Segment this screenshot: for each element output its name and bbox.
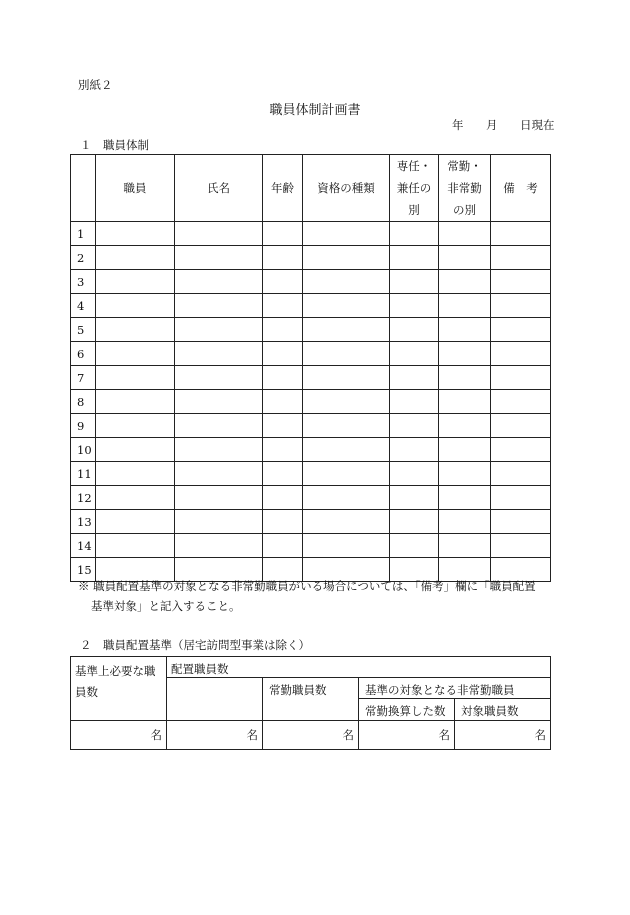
remarks-cell[interactable]: [491, 222, 551, 246]
staff-cell[interactable]: [96, 534, 175, 558]
attachment-label: 別紙２: [78, 78, 113, 92]
staff-row: [71, 510, 551, 534]
remarks-cell[interactable]: [491, 318, 551, 342]
staff-cell[interactable]: [96, 294, 175, 318]
dedicated-cell[interactable]: [390, 294, 439, 318]
qualification-cell[interactable]: [303, 486, 390, 510]
row-number: 11: [71, 462, 96, 486]
staff-row: [71, 270, 551, 294]
age-cell[interactable]: [263, 366, 303, 390]
dedicated-cell[interactable]: [390, 270, 439, 294]
header-dedicated-line2: 兼任の: [396, 181, 432, 195]
name-cell[interactable]: [175, 510, 263, 534]
remarks-cell[interactable]: [491, 438, 551, 462]
remarks-cell[interactable]: [491, 294, 551, 318]
staff-row: [71, 558, 551, 582]
qualification-cell[interactable]: [303, 270, 390, 294]
staff-cell[interactable]: [96, 414, 175, 438]
remarks-cell[interactable]: [491, 510, 551, 534]
row-number: 1: [71, 222, 96, 246]
required-staff-label-1: 基準上必要な職: [75, 664, 156, 678]
header-fulltime-line1: 常勤・: [447, 159, 482, 173]
dedicated-cell[interactable]: [390, 486, 439, 510]
name-cell[interactable]: [175, 294, 263, 318]
date-year: 年: [452, 118, 464, 132]
remarks-cell[interactable]: [491, 414, 551, 438]
fulltime-cell[interactable]: [439, 534, 491, 558]
fulltime-cell[interactable]: [439, 486, 491, 510]
header-age: 年齢: [263, 155, 303, 222]
staff-header-row: [71, 155, 551, 222]
name-cell[interactable]: [175, 342, 263, 366]
remarks-cell[interactable]: [491, 534, 551, 558]
dedicated-cell[interactable]: [390, 222, 439, 246]
dedicated-cell[interactable]: [390, 342, 439, 366]
staff-cell[interactable]: [96, 390, 175, 414]
fulltime-cell[interactable]: [439, 270, 491, 294]
remarks-cell[interactable]: [491, 390, 551, 414]
age-cell[interactable]: [263, 246, 303, 270]
assigned-blank-cell: [167, 678, 263, 721]
name-cell[interactable]: [175, 270, 263, 294]
fulltime-cell[interactable]: [439, 222, 491, 246]
fulltime-count-input[interactable]: 名: [263, 721, 359, 750]
row-number: 10: [71, 438, 96, 462]
row-number: 12: [71, 486, 96, 510]
row-number: 8: [71, 390, 96, 414]
staff-cell[interactable]: [96, 366, 175, 390]
staff-cell[interactable]: [96, 270, 175, 294]
age-cell[interactable]: [263, 438, 303, 462]
staff-row: [71, 366, 551, 390]
name-cell[interactable]: [175, 390, 263, 414]
date-day-current: 日現在: [520, 118, 555, 132]
page-title: 職員体制計画書: [269, 103, 361, 118]
header-blank: [71, 155, 96, 222]
qualification-cell[interactable]: [303, 246, 390, 270]
header-staff: 職員: [96, 155, 175, 222]
header-dedicated-concurrent: [390, 155, 439, 222]
qualification-cell[interactable]: [303, 558, 390, 582]
row-number: 5: [71, 318, 96, 342]
dedicated-cell[interactable]: [390, 510, 439, 534]
target-count-input[interactable]: 名: [455, 721, 551, 750]
fulltime-cell[interactable]: [439, 246, 491, 270]
qualification-cell[interactable]: [303, 462, 390, 486]
staff-row: [71, 246, 551, 270]
age-cell[interactable]: [263, 222, 303, 246]
age-cell[interactable]: [263, 270, 303, 294]
remarks-cell[interactable]: [491, 342, 551, 366]
row-number: 15: [71, 558, 96, 582]
age-cell[interactable]: [263, 510, 303, 534]
staff-row: [71, 486, 551, 510]
row-number: 3: [71, 270, 96, 294]
age-cell[interactable]: [263, 558, 303, 582]
name-cell[interactable]: [175, 222, 263, 246]
row-number: 9: [71, 414, 96, 438]
header-dedicated-line1: 専任・: [396, 159, 432, 173]
remarks-cell[interactable]: [491, 270, 551, 294]
section1-heading: １ 職員体制: [80, 138, 149, 152]
age-cell[interactable]: [263, 414, 303, 438]
dedicated-cell[interactable]: [390, 414, 439, 438]
staff-row: [71, 390, 551, 414]
assigned-count-input[interactable]: 名: [167, 721, 263, 750]
required-count-input[interactable]: 名: [71, 721, 167, 750]
note-line-2: 基準対象」と記入すること。: [91, 599, 241, 613]
remarks-cell[interactable]: [491, 462, 551, 486]
section2-heading: ２ 職員配置基準（居宅訪問型事業は除く）: [80, 638, 310, 652]
name-cell[interactable]: [175, 366, 263, 390]
staff-cell[interactable]: [96, 246, 175, 270]
target-staff-label: 対象職員数: [455, 699, 551, 721]
qualification-cell[interactable]: [303, 390, 390, 414]
name-cell[interactable]: [175, 246, 263, 270]
header-dedicated-line3: 別: [408, 203, 420, 217]
header-fulltime-parttime: [439, 155, 491, 222]
staff-cell[interactable]: [96, 342, 175, 366]
staff-count-row: [71, 721, 551, 750]
staffing-standard-table: [70, 656, 551, 750]
row-number: 7: [71, 366, 96, 390]
age-cell[interactable]: [263, 534, 303, 558]
remarks-cell[interactable]: [491, 558, 551, 582]
staff-cell[interactable]: [96, 222, 175, 246]
assigned-staff-label: 配置職員数: [167, 657, 551, 678]
header-name: 氏名: [175, 155, 263, 222]
qualification-cell[interactable]: [303, 510, 390, 534]
header-qualification: 資格の種類: [303, 155, 390, 222]
qualification-cell[interactable]: [303, 534, 390, 558]
required-staff-cell: [71, 657, 167, 721]
staff-row: [71, 222, 551, 246]
name-cell[interactable]: [175, 486, 263, 510]
staff-cell[interactable]: [96, 486, 175, 510]
age-cell[interactable]: [263, 390, 303, 414]
date-month: 月: [486, 118, 498, 132]
dedicated-cell[interactable]: [390, 390, 439, 414]
fulltime-cell[interactable]: [439, 414, 491, 438]
staff-cell[interactable]: [96, 510, 175, 534]
fulltime-cell[interactable]: [439, 390, 491, 414]
fte-label: 常勤換算した数: [359, 699, 455, 721]
fulltime-cell[interactable]: [439, 438, 491, 462]
staff-row: [71, 438, 551, 462]
fulltime-cell[interactable]: [439, 318, 491, 342]
dedicated-cell[interactable]: [390, 558, 439, 582]
dedicated-cell[interactable]: [390, 318, 439, 342]
staff-cell[interactable]: [96, 438, 175, 462]
header-fulltime-line2: 非常勤: [447, 181, 482, 195]
qualification-cell[interactable]: [303, 342, 390, 366]
staff-row: [71, 318, 551, 342]
header-fulltime-line3: の別: [453, 203, 476, 217]
dedicated-cell[interactable]: [390, 462, 439, 486]
qualification-cell[interactable]: [303, 294, 390, 318]
staff-row: [71, 414, 551, 438]
name-cell[interactable]: [175, 438, 263, 462]
fulltime-cell[interactable]: [439, 558, 491, 582]
staff-row: [71, 342, 551, 366]
row-number: 14: [71, 534, 96, 558]
staff-cell[interactable]: [96, 462, 175, 486]
remarks-cell[interactable]: [491, 486, 551, 510]
name-cell[interactable]: [175, 558, 263, 582]
name-cell[interactable]: [175, 414, 263, 438]
fulltime-cell[interactable]: [439, 510, 491, 534]
row-number: 4: [71, 294, 96, 318]
row-number: 2: [71, 246, 96, 270]
dedicated-cell[interactable]: [390, 366, 439, 390]
age-cell[interactable]: [263, 462, 303, 486]
name-cell[interactable]: [175, 534, 263, 558]
dedicated-cell[interactable]: [390, 246, 439, 270]
required-staff-label-2: 員数: [75, 685, 98, 699]
staff-row: [71, 462, 551, 486]
dedicated-cell[interactable]: [390, 534, 439, 558]
fulltime-cell[interactable]: [439, 342, 491, 366]
fte-count-input[interactable]: 名: [359, 721, 455, 750]
fulltime-cell[interactable]: [439, 294, 491, 318]
name-cell[interactable]: [175, 318, 263, 342]
qualification-cell[interactable]: [303, 438, 390, 462]
qualification-cell[interactable]: [303, 222, 390, 246]
remarks-cell[interactable]: [491, 366, 551, 390]
qualification-cell[interactable]: [303, 366, 390, 390]
fulltime-cell[interactable]: [439, 462, 491, 486]
name-cell[interactable]: [175, 462, 263, 486]
parttime-staff-label: 基準の対象となる非常勤職員: [359, 678, 551, 699]
age-cell[interactable]: [263, 486, 303, 510]
remarks-cell[interactable]: [491, 246, 551, 270]
staff-row: [71, 534, 551, 558]
age-cell[interactable]: [263, 294, 303, 318]
staff-cell[interactable]: [96, 558, 175, 582]
staff-cell[interactable]: [96, 318, 175, 342]
row-number: 6: [71, 342, 96, 366]
dedicated-cell[interactable]: [390, 438, 439, 462]
age-cell[interactable]: [263, 318, 303, 342]
staff-table: [70, 154, 551, 582]
qualification-cell[interactable]: [303, 318, 390, 342]
fulltime-staff-label: 常勤職員数: [263, 678, 359, 721]
age-cell[interactable]: [263, 342, 303, 366]
header-remarks: 備 考: [491, 155, 551, 222]
staff-rows: [71, 222, 551, 582]
fulltime-cell[interactable]: [439, 366, 491, 390]
row-number: 13: [71, 510, 96, 534]
note-line-1: ※ 職員配置基準の対象となる非常勤職員がいる場合については、「備考」欄に「職員配置: [78, 579, 536, 593]
qualification-cell[interactable]: [303, 414, 390, 438]
staff-row: [71, 294, 551, 318]
